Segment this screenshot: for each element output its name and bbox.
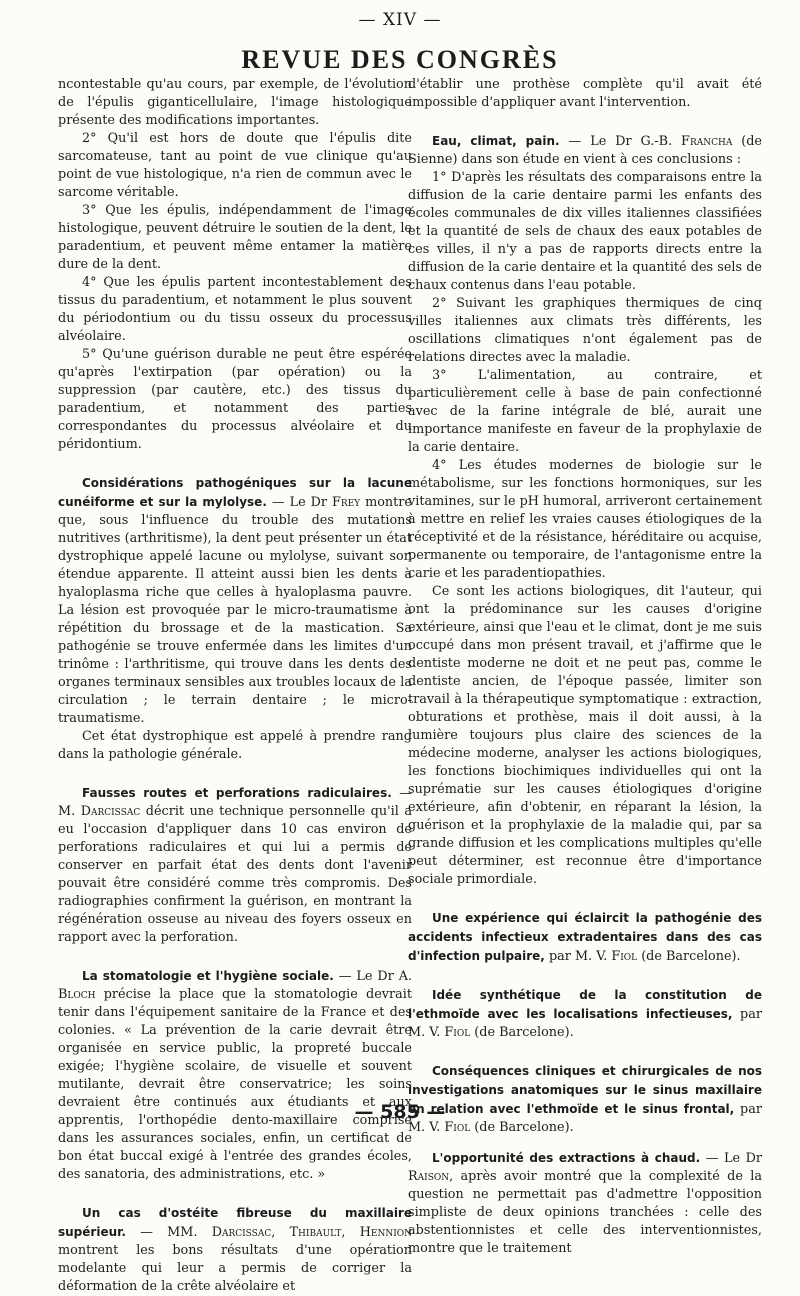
roman-page-number: — XIV — — [358, 10, 442, 30]
section-heading: Un cas d'ostéite fibreuse du maxillaire supérieur. — [58, 1206, 412, 1239]
author-name: Fiol — [444, 1025, 471, 1040]
paragraph: ncontestable qu'au cours, par exemple, de l'évolution de l'épulis giganticellulaire, l'image histologique présente des modifications importantes. — [58, 77, 412, 128]
page-number: — 585 — — [354, 1101, 446, 1123]
section-fiol-1: Une expérience qui éclaircit la pathogénie des accidents infectieux extradentaires dans des cas d'infection pulpaire, par M. V. Fiol (de Barcelone). — [408, 911, 762, 964]
paragraph: d'établir une prothèse complète qu'il avait été impossible d'appliquer avant l'intervention. — [408, 77, 762, 110]
author-name: A. Bloch — [58, 969, 412, 1002]
paragraph: 5° Qu'une guérison durable ne peut être espérée qu'après l'extirpation (par opération) ou la suppression (par cautère, etc.) des tissus du paradentium, et notamment des parties correspondantes du processus alvéolaire et du péridontium. — [58, 347, 412, 452]
section-fiol-2: Idée synthétique de la constitution de l'ethmoïde avec les localisations infectieuses, par M. V. Fiol (de Barcelone). — [408, 988, 762, 1040]
paragraph: 4° Les études modernes de biologie sur le métabolisme, sur les fonctions hormoniques, sur les vitamines, sur le pH humoral, arriveront certainement à mettre en relief les vraies causes étiologiques de la réceptivité et de la résistance, héréditaire ou acquise, permanente ou temporaire, de l'antagonisme entre la carie et les paradentiopathies. — [408, 458, 762, 581]
section-bloch: La stomatologie et l'hygiène sociale. — Le Dr A. Bloch précise la place que la stomatologie devrait tenir dans l'équipement sanitaire de la France et des colonies. « La prévention de la carie devrait être organisée en service public, la propreté buccale exigée; l'hygiène scolaire, de visuelle et souvent mutilante, devrait être conservatrice; les soins devraient être continués aux étudiants et aux apprentis, l'orthopédie dento-maxillaire comprise dans les assurances sociales, enfin, un certificat de bon état buccal exigé à l'entrée des grandes écoles, des sanatoria, des administrations, etc. » — [58, 969, 412, 1182]
section-heading: Conséquences cliniques et chirurgicales de nos investigations anatomiques sur le sinus maxillaire en relation avec l'ethmoïde et le sinus frontal, — [408, 1064, 762, 1116]
section-fiol-3: Conséquences cliniques et chirurgicales de nos investigations anatomiques sur le sinus maxillaire en relation avec l'ethmoïde et le sinus frontal, par M. V. Fiol (de Barcelone). — [408, 1064, 762, 1135]
paragraph: Ce sont les actions biologiques, dit l'auteur, qui ont la prédominance sur les causes d'origine extérieure, ainsi que l'eau et le climat, dont je me suis occupé dans mon présent travail, et j'affirme que le dentiste moderne ne doit et ne peut pas, comme le dentiste ancien, de l'époque passée, limiter son travail à la thérapeutique symptomatique : extraction, obturations et prothèse, mais il doit aussi, à la lumière toujours plus claire des sciences de la médecine moderne, analyser les actions biologiques, les fonctions biochimiques individuelles qui ont la suprématie sur les causes étiologiques d'origine extérieure, afin d'obtenir, en réparant la lésion, la guérison et la prophylaxie de la maladie qui, par sa grande diffusion et les complications multiples qu'elle peut déterminer, est reconnue être d'importance sociale primordiale. — [408, 584, 762, 887]
paragraph: 1° D'après les résultats des comparaisons entre la diffusion de la carie dentaire parmi les enfants des écoles communales de dix villes italiennes classifiées et la quantité de sels de chaux des eaux potables de ces villes, il n'y a pas de rapports directs entre la diffusion de la carie dentaire et la quantité des sels de chaux contenus dans l'eau potable. — [408, 170, 762, 293]
paragraph: 4° Que les épulis partent incontestablement des tissus du paradentium, et notamment le plus souvent du périodontium ou du tissu osseux du processus alvéolaire. — [58, 275, 412, 344]
section-heading: L'opportunité des extractions à chaud. — [432, 1151, 701, 1165]
section-francha: Eau, climat, pain. — Le Dr G.-B. Francha (de Sienne) dans son étude en vient à ces conclusions : — [408, 134, 763, 167]
section-heading: Une expérience qui éclaircit la pathogénie des accidents infectieux extradentaires dans des cas d'infection pulpaire, — [408, 911, 762, 963]
paragraph: 2° Suivant les graphiques thermiques de cinq villes italiennes aux climats très différents, les oscillations climatiques n'ont également pas de relations directes avec la maladie. — [408, 296, 762, 365]
author-name: Fiol — [444, 1120, 471, 1135]
section-heading: La stomatologie et l'hygiène sociale. — [82, 969, 334, 983]
author-name: Frey — [331, 495, 361, 510]
section-heading: Eau, climat, pain. — [432, 134, 560, 148]
section-heading: Idée synthétique de la constitution de l'ethmoïde avec les localisations infectieuses, — [408, 988, 762, 1021]
author-name: G.-B. Francha — [640, 134, 733, 149]
paragraph: 3° Que les épulis, indépendamment de l'image histologique, peuvent détruire le soutien de la dent, le paradentium, et peuvent même entamer la matière dure de la dent. — [58, 203, 412, 272]
journal-title: REVUE DES CONGRÈS — [241, 45, 559, 74]
author-name: Darcissac, Thibault, Hennion — [211, 1225, 412, 1240]
section-heading: Fausses routes et perforations radiculaires. — [82, 786, 392, 800]
paragraph: Cet état dystrophique est appelé à prendre rang dans la pathologie générale. — [58, 729, 412, 762]
section-osteite: Un cas d'ostéite fibreuse du maxillaire supérieur. — MM. Darcissac, Thibault, Hennion montrent les bons résultats d'une opération modelante qui leur a permis de corriger la déformation de la crête alvéolaire et — [58, 1206, 412, 1294]
author-name: Fiol — [611, 949, 638, 964]
author-name: Raison — [408, 1169, 450, 1184]
section-raison: L'opportunité des extractions à chaud. — Le Dr Raison, après avoir montré que la complexité de la question ne permettait pas d'admettre l'opposition simpliste de deux opinions tranchées : celle des abstentionnistes et celle des interventionnistes, montre que le traitement — [408, 1151, 762, 1256]
paragraph: 2° Qu'il est hors de doute que l'épulis dite sarcomateuse, tant au point de vue clinique qu'au point de vue histologique, n'a rien de commun avec le sarcome véritable. — [58, 131, 412, 200]
author-name: Darcissac — [80, 804, 141, 819]
paragraph: 3° L'alimentation, au contraire, et particulièrement celle à base de pain confectionné avec de la farine intégrale de blé, aurait une importance manifeste en faveur de la prophylaxie de la carie dentaire. — [408, 368, 762, 455]
right-column — [408, 76, 762, 1258]
section-frey: Considérations pathogéniques sur la lacune cunéiforme et sur la mylolyse. — Le Dr Frey montre que, sous l'influence du trouble des mutations nutritives (arthritisme), la dent peut présenter un état dystrophique appelé lacune ou mylolyse, suivant son étendue apparente. Il atteint aussi bien les dents à hyaloplasma riche que celles à hyaloplasma pauvre. La lésion est provoquée par le micro-traumatisme à répétition du brossage et de la mastication. Sa pathogénie se trouve enfermée dans les limites d'un trinôme : l'arthritisme, qui trouve dans les dents des organes terminaux sensibles aux troubles locaux de la circulation ; le terrain dentaire ; le micro-traumatisme. — [58, 476, 412, 726]
section-darcissac: Fausses routes et perforations radiculaires. — M. Darcissac décrit une technique personnelle qu'il a eu l'occasion d'appliquer dans 10 cas environ de perforations radiculaires et qui lui a permis de conserver en parfait état des dents dont l'avenir pouvait être considéré comme très compromis. Des radiographies confirment la guérison, en montrant la régénération osseuse au niveau des foyers osseux en rapport avec la perforation. — [58, 786, 412, 945]
section-heading: Considérations pathogéniques sur la lacune cunéiforme et sur la mylolyse. — [58, 476, 412, 509]
